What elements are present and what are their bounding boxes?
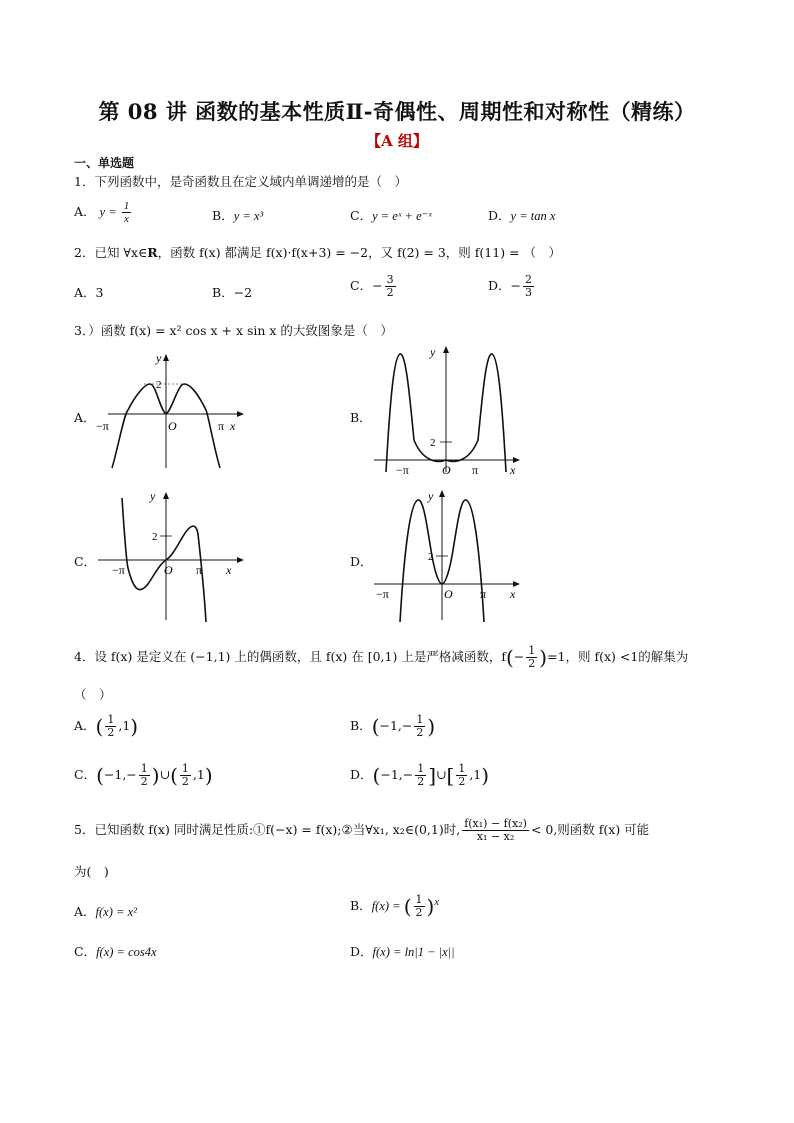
q5-stem-line2: 为( ) (74, 864, 109, 879)
q3-option-d[interactable]: D． (350, 554, 373, 569)
option-label: A． (74, 718, 96, 734)
option-label: A． (74, 204, 96, 220)
option-expr: y = x³ (233, 209, 264, 223)
q1-option-d[interactable] (488, 206, 555, 224)
option-expr: f(x) = cos4x (96, 945, 157, 959)
q5-option-a[interactable] (74, 902, 137, 920)
q2-option-c[interactable]: C．− $\frac{3}{2}$ (350, 273, 394, 300)
axis-y-label: y (150, 489, 156, 503)
q3-graph-c[interactable] (94, 488, 254, 624)
option-expr: y = eˣ + e⁻ˣ (372, 209, 432, 223)
tick-2-label: 2 (430, 437, 436, 449)
axis-x-label: x (510, 587, 516, 601)
option-label: A． (74, 285, 96, 300)
option-label: C． (350, 278, 373, 294)
origin-label: O (442, 463, 451, 476)
page-title: 第 08 讲 函数的基本性质Ⅱ-奇偶性、周期性和对称性（精练） (98, 99, 696, 124)
tick-2-label: 2 (152, 531, 158, 543)
fraction: $\frac{1}{x}$ (123, 200, 130, 226)
q5-option-c[interactable] (74, 942, 157, 960)
q3-graph-a[interactable] (94, 348, 254, 472)
q3-graph-d[interactable] (370, 484, 530, 624)
option-expr: y = (99, 205, 120, 220)
option-label: C． (350, 208, 373, 223)
neg-pi-label: −π (96, 419, 109, 433)
option-label: A． (74, 904, 96, 919)
q3-stem: 3．）函数 f(x) = x² cos x + x sin x 的大致图象是（ ） (74, 323, 393, 338)
q2-option-b[interactable] (212, 283, 252, 301)
axis-y-label: y (430, 345, 436, 359)
pos-pi-label: π (196, 563, 203, 577)
origin-label: O (444, 587, 453, 601)
tick-2-label: 2 (428, 551, 434, 563)
axis-y-label: y (156, 351, 162, 365)
option-label: D． (350, 767, 373, 783)
q4-stem: 4．设 f(x) 是定义在 (−1,1) 上的偶函数，且 f(x) 在 [0,1) 上是严格减函数，f(− $\frac{1}{2}$ )=1，则 f(x) <1的解集为 (74, 644, 689, 671)
neg-pi-label: −π (376, 587, 389, 601)
q2-option-a[interactable] (74, 283, 103, 301)
neg-pi-label: −π (112, 563, 125, 577)
axis-x-label: x (510, 463, 516, 476)
q3-option-a[interactable]: A． (74, 410, 96, 425)
q4-stem-line2: （ ） (74, 687, 112, 702)
q4-option-b[interactable]: B．(−1,− $\frac{1}{2}$ ) (350, 713, 436, 740)
q2-stem: 2．已知 ∀x∈R，函数 f(x) 都满足 f(x)·f(x+3) = −2，又 f(2) = 3，则 f(11) = （ ） (74, 245, 561, 260)
tick-2-label: 2 (156, 379, 162, 391)
option-expr: 3 (95, 285, 104, 300)
fraction: $\frac{2}{3}$ (525, 273, 533, 300)
q3-option-b[interactable]: B． (350, 410, 372, 425)
fraction: $\frac{3}{2}$ (386, 273, 394, 300)
q4-option-a[interactable]: A．( $\frac{1}{2}$ ,1) (74, 713, 139, 740)
option-label: B． (350, 898, 372, 914)
q1-option-b[interactable] (212, 206, 263, 224)
option-label: B． (212, 285, 234, 300)
q5-option-b[interactable]: B．f(x) = ( $\frac{1}{2}$ )$^x$ (350, 893, 439, 920)
q5-stem: 5．已知函数 f(x) 同时满足性质:①f(−x) = f(x);②当∀x₁, x₂∈(0,1)时, $\frac{\text{f(x₁) − f(x₂)}}{\text{x₁ − x₂}}$ < 0,则函数 f(x) 可能 (74, 817, 650, 844)
neg-pi-label: −π (396, 463, 409, 476)
q2-option-d[interactable]: D．− $\frac{2}{3}$ (488, 273, 533, 300)
option-expr: f(x) = x² (95, 905, 137, 919)
option-expr: y = tan x (510, 209, 556, 223)
q3-option-c[interactable]: C． (74, 554, 97, 569)
axis-y-label: y (428, 489, 434, 503)
option-label: D． (488, 208, 511, 223)
option-label: C． (74, 944, 97, 959)
q1-stem: 1．下列函数中，是奇函数且在定义域内单调递增的是（ ） (74, 174, 407, 189)
origin-label: O (168, 419, 177, 433)
option-label: B． (212, 208, 234, 223)
option-expr: −2 (233, 285, 253, 300)
q4-option-c[interactable]: C．(−1,− $\frac{1}{2}$ )∪( $\frac{1}{2}$ ,1) (74, 762, 213, 789)
option-label: B． (350, 718, 372, 734)
q5-option-d[interactable] (350, 942, 455, 960)
option-expr: f(x) = ln|1 − |x|| (372, 945, 455, 959)
pos-pi-label: π (472, 463, 479, 476)
q1-option-c[interactable] (350, 206, 432, 224)
origin-label: O (164, 563, 173, 577)
pos-pi-label: π (218, 419, 225, 433)
option-label: C． (74, 767, 97, 783)
section-heading: 一、单选题 (74, 156, 135, 170)
axis-x-label: x (230, 419, 236, 433)
option-label: D． (350, 944, 373, 959)
option-label: D． (488, 278, 511, 294)
pos-pi-label: π (480, 587, 487, 601)
axis-x-label: x (226, 563, 232, 577)
q3-graph-b[interactable] (370, 340, 530, 476)
q1-option-a[interactable] (74, 200, 133, 225)
group-label: 【A 组】 (366, 132, 428, 150)
q4-option-d[interactable]: D．(−1,− $\frac{1}{2}$ ]∪[ $\frac{1}{2}$ ,1) (350, 762, 490, 789)
